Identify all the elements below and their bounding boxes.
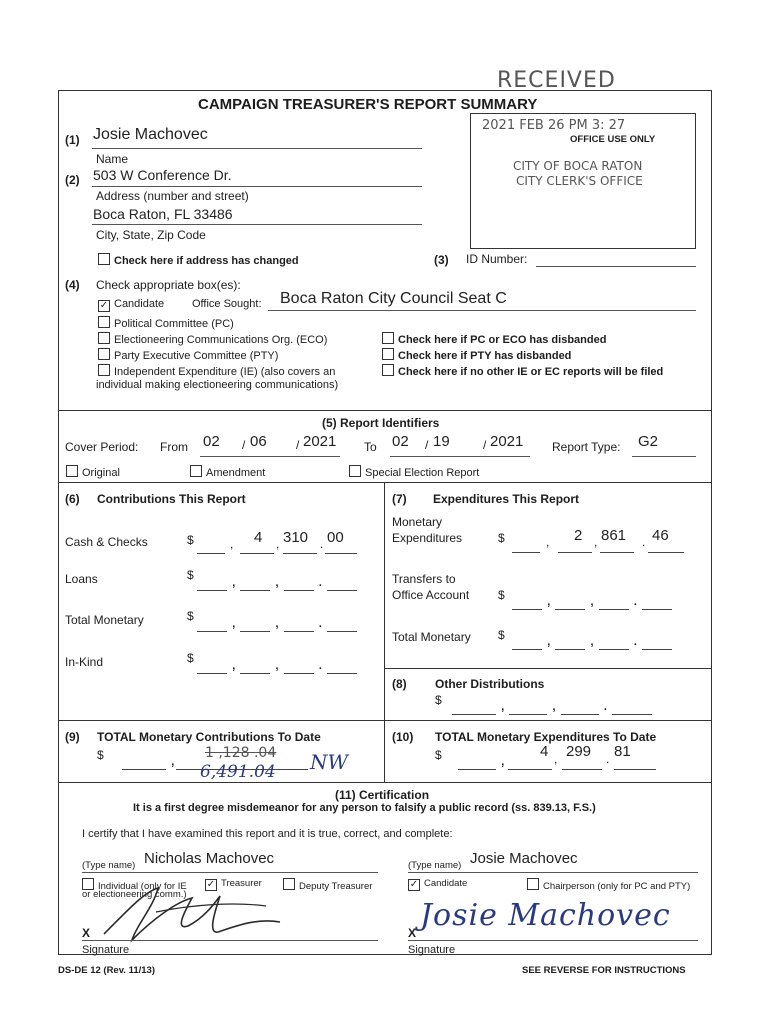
office-account-label: Office Account — [392, 588, 470, 602]
treasurer-signature — [96, 882, 286, 944]
candidate-signature: Josie Machovec — [420, 898, 671, 933]
city-value: Boca Raton, FL 33486 — [93, 206, 233, 222]
check-boxes-prompt: Check appropriate box(es): — [96, 278, 241, 292]
from-slash-1: / — [242, 438, 246, 452]
cash-line-3 — [283, 536, 317, 554]
section-2-number: (2) — [65, 173, 80, 187]
divider-8 — [384, 668, 712, 669]
cash-checks-label: Cash & Checks — [65, 535, 148, 549]
exp-dollar: $ — [498, 531, 505, 545]
name-label: Name — [96, 152, 129, 166]
right-signature-label: Signature — [408, 944, 456, 956]
address-line — [92, 186, 422, 187]
transfers-label: Transfers to — [392, 572, 456, 586]
divider-6 — [58, 482, 712, 483]
no-other-reports-checkbox[interactable]: Check here if no other IE or EC reports will be filed — [382, 364, 663, 378]
chairperson-checkbox[interactable]: Chairperson (only for PC and PTY) — [527, 878, 690, 892]
candidate-checkbox[interactable]: ✓ Candidate — [99, 298, 165, 311]
transfers-blanks: , , . — [512, 592, 672, 610]
total-exp-hundreds: 299 — [566, 743, 592, 760]
exp-total-blanks: , , . — [512, 632, 672, 650]
other-dollar: $ — [435, 693, 442, 707]
total-monetary-label: Total Monetary — [65, 613, 144, 627]
page-title: CAMPAIGN TREASURER'S REPORT SUMMARY — [198, 96, 538, 113]
ie-checkbox[interactable]: Independent Expenditure (IE) (also covers an — [98, 364, 335, 378]
cash-thousands: 4 — [254, 529, 263, 546]
left-signature-label: Signature — [82, 944, 130, 956]
report-type-line — [632, 456, 696, 457]
from-month: 02 — [203, 433, 220, 450]
exp-comma-2: , — [594, 535, 598, 549]
column-divider — [384, 482, 385, 720]
total-contrib-blank-1: , — [122, 752, 175, 770]
cash-line-2 — [240, 536, 274, 554]
to-month: 02 — [392, 433, 409, 450]
address-value: 503 W Conference Dr. — [93, 167, 232, 183]
left-signature-x: X — [82, 926, 91, 940]
ie-continuation: individual making electioneering communications) — [96, 379, 339, 391]
from-label: From — [160, 440, 188, 454]
certify-statement: I certify that I have examined this report and it is true, correct, and complete: — [82, 828, 453, 840]
from-slash-2: / — [296, 438, 300, 452]
address-changed-checkbox[interactable]: Check here if address has changed — [98, 253, 299, 267]
contributions-title: Contributions This Report — [97, 492, 246, 506]
misdemeanor-warning: It is a first degree misdemeanor for any person to falsify a public record (ss. 839.13, F.S.) — [133, 802, 596, 814]
to-line — [390, 456, 530, 457]
total-expenditures-title: TOTAL Monetary Expenditures To Date — [435, 730, 657, 744]
disband-pc-checkbox[interactable]: Check here if PC or ECO has disbanded — [382, 332, 606, 346]
id-number-label: ID Number: — [466, 252, 528, 266]
total-exp-decimal: . — [606, 752, 610, 766]
disband-pty-checkbox[interactable]: Check here if PTY has disbanded — [382, 348, 571, 362]
exp-line-2 — [558, 535, 592, 553]
cash-comma-1: , — [230, 537, 234, 551]
exp-line-3 — [600, 535, 634, 553]
cash-line-4 — [325, 536, 357, 554]
stamp-city: CITY OF BOCA RATON — [513, 159, 643, 173]
divider-5 — [58, 410, 712, 411]
cash-comma-2: , — [276, 537, 280, 551]
loans-label: Loans — [65, 572, 98, 586]
right-type-name-label: (Type name) — [408, 860, 462, 871]
stamp-date: 2021 FEB 26 PM 3: 27 — [482, 118, 626, 133]
cash-cents: 00 — [327, 529, 344, 546]
other-distributions-title: Other Distributions — [435, 677, 545, 691]
total-exp-line-4 — [614, 752, 656, 770]
pty-checkbox[interactable]: Party Executive Committee (PTY) — [98, 348, 278, 362]
individual-checkbox[interactable]: Individual (only for IE — [82, 878, 187, 892]
total-monetary-blanks: , , . — [197, 614, 357, 632]
exp-blank-1 — [512, 535, 540, 553]
section-9-number: (9) — [65, 730, 80, 744]
from-year: 2021 — [303, 433, 337, 450]
name-line — [92, 148, 422, 149]
instructions-note: SEE REVERSE FOR INSTRUCTIONS — [522, 965, 686, 976]
right-name-line — [408, 872, 698, 873]
candidate-signer-checkbox[interactable]: ✓ Candidate — [409, 878, 468, 890]
section-7-number: (7) — [392, 492, 407, 506]
total-contrib-dollar: $ — [97, 748, 104, 762]
amendment-checkbox[interactable]: Amendment — [190, 465, 265, 479]
eco-checkbox[interactable]: Electioneering Communications Org. (ECO) — [98, 332, 327, 346]
total-exp-line-2 — [508, 752, 552, 770]
to-year: 2021 — [490, 433, 524, 450]
left-type-name-label: (Type name) — [82, 860, 136, 871]
exp-thousands: 2 — [574, 527, 583, 544]
right-signature-line — [408, 940, 698, 941]
other-blanks: , , . — [452, 697, 652, 715]
total-monetary-dollar: $ — [187, 609, 194, 623]
exp-decimal: . — [642, 535, 646, 549]
certification-title: (11) Certification — [335, 788, 430, 802]
to-slash-2: / — [483, 438, 487, 452]
monetary-label: Monetary — [392, 515, 443, 529]
exp-hundreds: 861 — [601, 527, 627, 544]
exp-line-4 — [648, 535, 684, 553]
individual-continuation: or electioneering comm.) — [82, 889, 187, 900]
to-day: 19 — [433, 433, 450, 450]
section-1-number: (1) — [65, 133, 80, 147]
in-kind-label: In-Kind — [65, 655, 104, 669]
expenditures-title: Expenditures This Report — [433, 492, 580, 506]
from-line — [200, 456, 340, 457]
struck-total-value: 1 ,128 .04 — [205, 745, 277, 761]
in-kind-dollar: $ — [187, 651, 194, 665]
report-type-label: Report Type: — [552, 440, 621, 454]
corrected-total-value: 6,491.04 — [200, 762, 276, 782]
report-identifiers-title: (5) Report Identifiers — [322, 416, 440, 430]
cash-decimal: . — [320, 537, 324, 551]
cash-blank-1 — [197, 536, 225, 554]
special-election-checkbox[interactable]: Special Election Report — [349, 465, 479, 479]
to-slash-1: / — [425, 438, 429, 452]
exp-total-monetary-label: Total Monetary — [392, 630, 471, 644]
address-label: Address (number and street) — [96, 189, 249, 203]
treasurer-checkbox[interactable]: ✓ Treasurer — [206, 878, 262, 890]
exp-comma-1: , — [546, 535, 550, 549]
loans-dollar: $ — [187, 568, 194, 582]
right-signature-x: X — [408, 926, 417, 940]
total-exp-thousands: 4 — [540, 743, 549, 760]
city-line — [92, 224, 422, 225]
treasurer-name: Nicholas Machovec — [144, 850, 275, 867]
from-day: 06 — [250, 433, 267, 450]
total-exp-comma: , — [554, 752, 558, 766]
stamp-clerk: CITY CLERK'S OFFICE — [516, 174, 643, 188]
expenditures-label: Expenditures — [392, 531, 463, 545]
in-kind-blanks: , , . — [197, 656, 357, 674]
id-number-line — [536, 266, 696, 267]
candidate-name: Josie Machovec — [470, 850, 578, 867]
section-6-number: (6) — [65, 492, 80, 506]
deputy-treasurer-checkbox[interactable]: Deputy Treasurer — [283, 878, 372, 892]
office-use-label: OFFICE USE ONLY — [570, 134, 656, 145]
total-contributions-title: TOTAL Monetary Contributions To Date — [97, 730, 321, 744]
section-8-number: (8) — [392, 677, 407, 691]
transfers-dollar: $ — [498, 588, 505, 602]
section-3-number: (3) — [434, 253, 449, 267]
exp-cents: 46 — [652, 527, 669, 544]
divider-9 — [58, 720, 712, 721]
office-sought-label: Office Sought: — [192, 298, 262, 310]
form-id: DS-DE 12 (Rev. 11/13) — [58, 965, 155, 976]
pc-checkbox[interactable]: Political Committee (PC) — [98, 316, 234, 330]
left-signature-line — [82, 940, 378, 941]
section-4-number: (4) — [65, 278, 80, 292]
cash-hundreds: 310 — [283, 529, 309, 546]
city-label: City, State, Zip Code — [96, 228, 206, 242]
received-stamp: RECEIVED — [497, 68, 616, 93]
divider-11 — [58, 782, 712, 783]
name-value: Josie Machovec — [93, 126, 208, 143]
total-exp-dollar: $ — [435, 748, 442, 762]
total-exp-line-3 — [562, 752, 602, 770]
exp-total-dollar: $ — [498, 628, 505, 642]
section-10-number: (10) — [392, 730, 414, 744]
original-checkbox[interactable]: Original — [66, 465, 120, 479]
total-exp-blank-1: , — [458, 752, 505, 770]
report-type-value: G2 — [638, 433, 659, 450]
loans-blanks: , , . — [197, 573, 357, 591]
correction-initials: NW — [310, 750, 349, 774]
cover-period-label: Cover Period: — [65, 440, 139, 454]
left-name-line — [82, 872, 378, 873]
cash-dollar: $ — [187, 533, 194, 547]
office-sought-line — [268, 310, 696, 311]
column-divider-2 — [384, 720, 385, 782]
total-exp-cents: 81 — [614, 743, 631, 760]
office-sought-value: Boca Raton City Council Seat C — [280, 290, 507, 307]
to-label: To — [364, 440, 377, 454]
